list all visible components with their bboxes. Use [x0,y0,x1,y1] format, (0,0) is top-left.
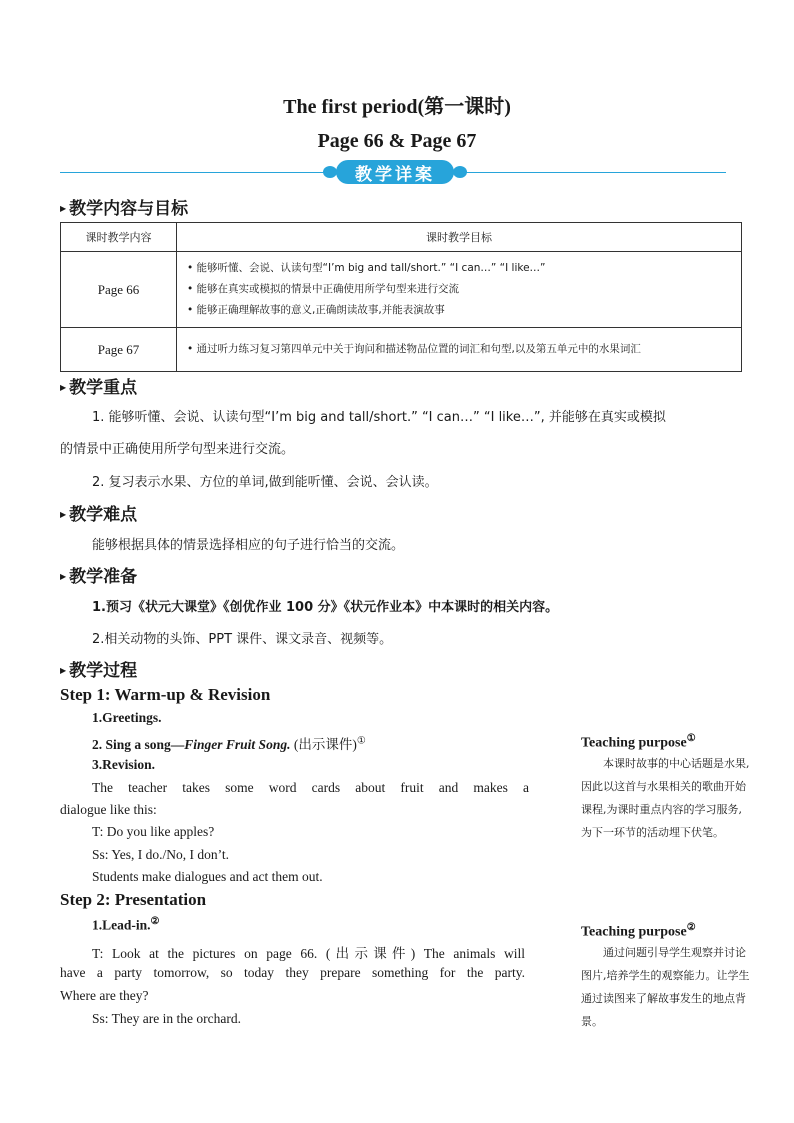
section-heading-process: ▶ 教学过程 [60,661,138,681]
table-header-cell: 课时教学目标 [177,223,742,252]
preparation-item-1: 1.预习《状元大课堂》《创优作业 100 分》《状元作业本》中本课时的相关内容。 [92,600,559,615]
step-1-title: Step 1: Warm-up & Revision [60,685,271,704]
section-heading-key-points: ▶ 教学重点 [60,378,138,398]
goal-item: • 通过听力练习复习第四单元中关于询问和描述物品位置的词汇和句型,以及第五单元中的水果词汇 [187,343,641,355]
preparation-item-2: 2.相关动物的头饰、PPT 课件、课文录音、视频等。 [92,632,393,647]
goal-item: • 能够正确理解故事的意义,正确朗读故事,并能表演故事 [187,304,445,316]
table-row [61,252,742,328]
teaching-purpose-2-text: 通过问题引导学生观察并讨论图片,培养学生的观察能力。让学生通过读图来了解故事发生的地点背景。 [581,946,750,1028]
difficulty-text: 能够根据具体的情景选择相应的句子进行恰当的交流。 [92,538,405,553]
step-2-title: Step 2: Presentation [60,890,207,909]
step1-revision: 3.Revision. [92,757,156,772]
teaching-purpose-1-text: 本课时故事的中心话题是水果,因此以这首与水果相关的歌曲开始课程,为课时重点内容的学习服务,为下一环节的活动埋下伏笔。 [581,757,750,839]
table-cell-goals [177,252,742,328]
page-subtitle: Page 66 & Page 67 [317,130,477,152]
table-cell-goals [177,328,742,372]
table-header-cell: 课时教学内容 [61,223,177,252]
footnote-mark-2: ② [150,916,160,927]
step2-ss-line: Ss: They are in the orchard. [92,1011,241,1026]
triangle-bullet-icon: ▶ [60,204,67,213]
section-heading-content-goals: ▶ 教学内容与目标 [60,199,189,219]
key-point-1-line2: 的情景中正确使用所学句型来进行交流。 [60,442,295,457]
teaching-purpose-1-title: Teaching purpose① [581,733,696,751]
teaching-purpose-2-title: Teaching purpose② [581,922,696,940]
page-title: The first period(第一课时) [283,96,511,118]
section-heading-difficulties: ▶ 教学难点 [60,505,138,525]
step1-students-line: Students make dialogues and act them out. [92,869,323,884]
key-point-1-line1: 1. 能够听懂、会说、认读句型“I’m big and tall/short.” “I can…” “I like…”, 并能够在真实或模拟 [92,410,666,425]
banner-label: 教学详案 [355,165,435,185]
step2-t-line3: Where are they? [60,988,149,1003]
table-header-row [61,223,742,252]
step2-leadin: 1.Lead-in.② [92,916,160,933]
step1-revision-line1: The teacher takes some word cards about fruit and makes a [92,780,529,795]
goal-item: • 能够在真实或模拟的情景中正确使用所学句型来进行交流 [187,283,460,295]
triangle-bullet-icon: ▶ [60,666,67,675]
step1-dialogue-ss: Ss: Yes, I do./No, I don’t. [92,847,230,862]
table-cell-page: Page 66 [61,252,177,328]
footnote-mark-1: ① [356,735,366,747]
goal-item: • 能够听懂、会说、认读句型“I’m big and tall/short.” “I can…” “I like…” [187,262,546,274]
triangle-bullet-icon: ▶ [60,383,67,392]
key-point-2: 2. 复习表示水果、方位的单词,做到能听懂、会说、会认读。 [92,475,438,490]
step2-t-line2: have a party tomorrow, so today they prepare something for the party. [60,965,525,980]
objectives-table [60,222,742,372]
step1-sing-song: 2. Sing a song—Finger Fruit Song. (出示课件)① [92,735,366,752]
table-row [61,328,742,372]
song-title: Finger Fruit Song. [184,737,291,752]
step1-greetings: 1.Greetings. [92,710,162,725]
step1-revision-line2: dialogue like this: [60,802,157,817]
step2-t-line1: T: Look at the pictures on page 66. (出示课件) The animals will [92,946,525,961]
triangle-bullet-icon: ▶ [60,572,67,581]
section-heading-preparation: ▶ 教学准备 [60,567,138,587]
step1-dialogue-t: T: Do you like apples? [92,824,215,839]
table-cell-page: Page 67 [61,328,177,372]
triangle-bullet-icon: ▶ [60,510,67,519]
